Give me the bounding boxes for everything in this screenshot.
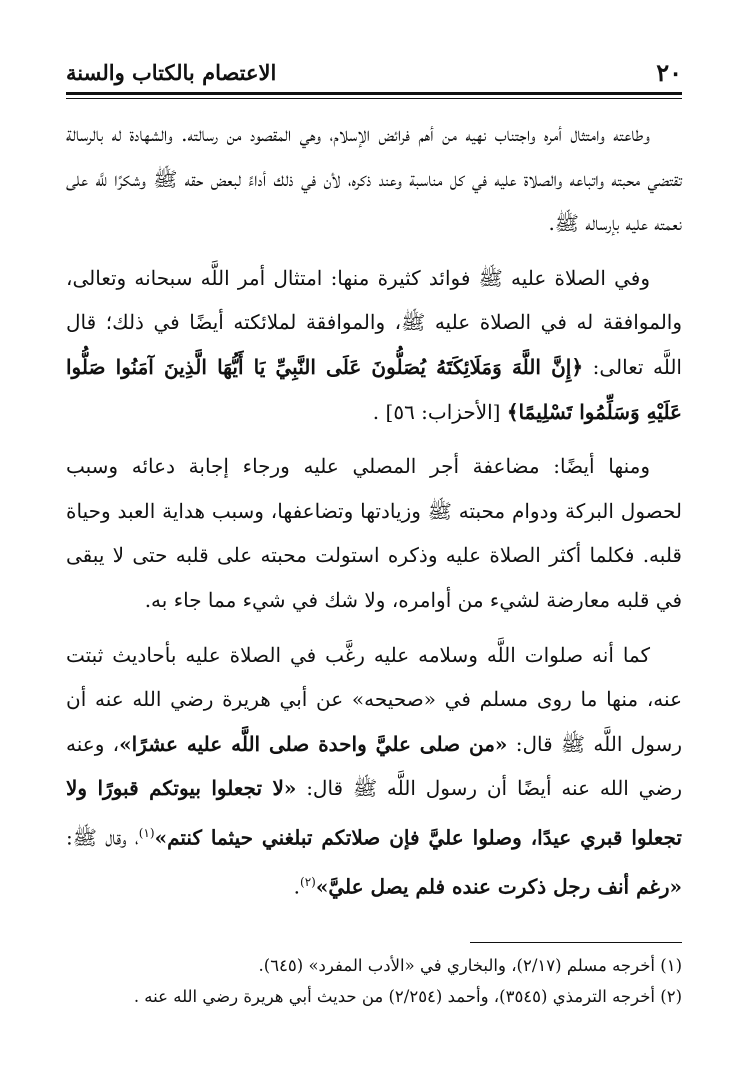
paragraph-3: ومنها أيضًا: مضاعفة أجر المصلي عليه ورجاء إجابة دعائه وسبب لحصول البركة ودوام محبته ﷺ وزيادتها وتضاعفها، وسبب هداية العبد وحياة قلبه. فكلما أكثر الصلاة عليه وذكره استولت محبته على قلبه حتى لا يبقى في قلبه معارضة لشيء من أوامره، ولا شك في شيء مما جاء به. [66,454,682,612]
footnote-rule [470,942,682,943]
quran-verse: ﴿إِنَّ اللَّهَ وَمَلَائِكَتَهُ يُصَلُّونَ عَلَى النَّبِيِّ يَا أَيُّهَا الَّذِينَ آمَنُوا صَلُّوا عَلَيْهِ وَسَلِّمُوا تَسْلِيمًا﴾ [66,354,682,424]
hadith-2: «لا تجعلوا بيوتكم قبورًا ولا تجعلوا قبري عيدًا، وصلوا عليَّ فإن صلاتكم تبلغني حيثما كنتم» [66,776,682,850]
header-rule-thin [66,98,682,99]
page-header [66,52,682,92]
footnotes [66,950,682,1012]
paragraph-4-text-b: ، وعنه رضي الله عنه أيضًا أن رسول اللَّه ﷺ قال: [66,731,682,801]
paragraph-4 [66,633,682,910]
paragraph-4-end: . [293,874,300,899]
footnote-marker-1: (١) [138,825,155,840]
header-rule-thick [66,92,682,95]
hadith-1: «من صلى عليَّ واحدة صلى اللَّه عليه عشرًا» [119,731,508,756]
paragraph-4-text-a: كما أنه صلوات اللَّه وسلامه عليه رغَّب في الصلاة عليه بأحاديث ثبتت عنه، منها ما روى مسلم في «صحيحه» عن أبي هريرة رضي الله عنه أن رسول اللَّه ﷺ قال: [66,642,682,756]
running-title: الاعتصام بالكتاب والسنة [66,59,277,85]
footnote-2: (٢) أخرجه الترمذي (٣٥٤٥)، وأحمد (٢/٢٥٤) من حديث أبي هريرة رضي الله عنه . [133,987,682,1006]
footnote-1: (١) أخرجه مسلم (٢/١٧)، والبخاري في «الأدب المفرد» (٦٤٥). [258,956,682,975]
paragraph-2-text: وفي الصلاة عليه ﷺ فوائد كثيرة منها: امتثال أمر اللَّه سبحانه وتعالى، والموافقة له في الصلاة عليه ﷺ، والموافقة لملائكته أيضًا في ذلك؛ قال اللَّه تعالى: [66,265,682,379]
hadith-3: «رغم أنف رجل ذكرت عنده فلم يصل عليَّ» [315,874,682,899]
page-number: ٢٠ [656,57,682,87]
verse-reference: [الأحزاب: ٥٦] . [372,399,507,424]
main-text [66,112,682,919]
footnote-marker-2: (٢) [300,875,316,890]
paragraph-1: وطاعته وامتثال أمره واجتناب نهيه من أهم فرائض الإسلام، وهي المقصود من رسالته. والشهادة له بالرسالة تقتضي محبته واتباعه والصلاة عليه في كل مناسبة وعند ذكره، لأن في ذلك أداءً لبعض حقه ﷺ وشكرًا للَّه على نعمته عليه بإرساله ﷺ. [66,122,682,236]
paragraph-4-text-c: ، وقال ﷺ: [66,825,139,850]
paragraph-2 [66,256,682,434]
